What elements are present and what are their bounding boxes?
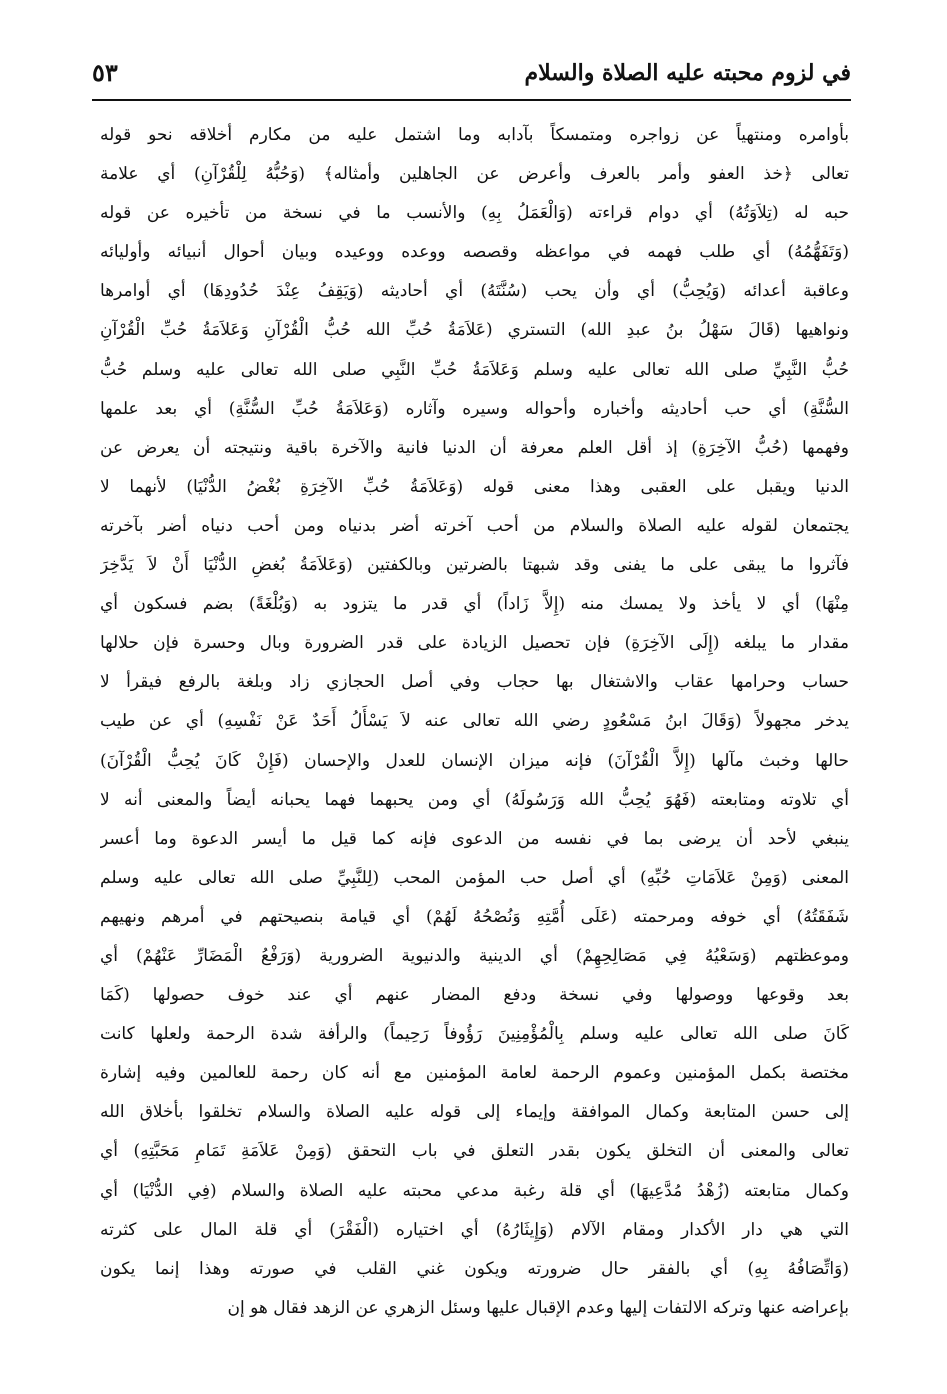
text-line: يدخر مجهولاً (وَقَالَ ابنُ مَسْعُودٍ رضي الله تعالى عنه لاَ يَسْأَلُ أَحَدٌ عَنْ نَفْسِهِ) أي عن طيب	[100, 711, 849, 732]
text-line: فآثروا ما يبقى على ما يفنى وقد شبهتا بالضرتين وبالكفتين (وَعَلاَمَةُ بُغضِ الدُّنْيَا أَنْ لاَ يَدَّخِرَ	[100, 555, 849, 576]
text-line: مختصة بكمل المؤمنين وعموم الرحمة لعامة المؤمنين مع أنه كان رحمة للعالمين وفيه إشارة	[100, 1063, 849, 1084]
text-line: ونواهيها (قَالَ سَهْلُ بنُ عبدِ الله) التستري (عَلاَمَةُ حُبِّ الله حُبُّ الْقُرْآنِ وَعَلاَمَةُ حُبِّ الْقُرْآنِ	[100, 320, 849, 341]
running-title: في لزوم محبته عليه الصلاة والسلام	[524, 60, 851, 86]
header-divider	[92, 99, 851, 101]
page-number: ٥٣	[92, 58, 118, 87]
text-line: المعنى (وَمِنْ عَلاَمَاتِ حُبِّهِ) أي أصل حب المؤمن المحب (لِلنَّبِيِّ صلى الله تعالى عليه وسلم	[100, 867, 849, 888]
text-line: بإعراضه عنها وتركه الالتفات إليها وعدم الإقبال عليها وسئل الزهري عن الزهد فقال هو إن	[227, 1297, 849, 1318]
text-line: كَانَ صلى الله تعالى عليه وسلم بِالْمُؤْمِنِينَ رَؤُوفاً رَحِيماً) والرأفة شدة الرحمة ولعلها كانت	[100, 1024, 849, 1045]
text-line: مِنْهَا) أي لا يأخذ ولا يمسك منه (إِلاَّ زَاداً) أي قدر ما يتزود به (وَبُلْغَةً) بضم فسكون أي	[100, 594, 849, 615]
text-line: وموعظتهم (وَسَعْيُهُ فِي مَصَالِحِهِمْ) أي الدينية والدنيوية الضرورية (وَرَفْعُ الْمَضَارِّ عَنْهُمْ) أي	[100, 945, 849, 966]
text-line: بأوامره ومنتهياً عن زواجره ومتمسكاً بآدابه وما اشتمل عليه من مكارم أخلاقه نحو قوله	[100, 125, 849, 145]
text-line: التي هي دار الأكدار ومقام الآلام (وَإِيثَارُهُ) أي اختياره (الْفَقْرَ) أي قلة المال على كثرته	[100, 1219, 849, 1240]
text-line: شَفَقَتُهُ) أي خوفه ومرحمته (عَلَى أُمَّتِهِ وَنُصْحُهُ لَهُمْ) أي قيامة بنصيحتهم في أمرهم ونهيهم	[100, 906, 849, 927]
text-line: تعالى ﴿خذ العفو وأمر بالعرف وأعرض عن الجاهلين وأمثاله﴾ (وَحُبُّهُ لِلْقُرْآنِ) أي علامة	[100, 164, 849, 185]
text-line: حساب وحرامها عقاب والاشتغال بها حجاب وفي أصل الحجازي زاد وبلغة بالرفع فيقرأ لا	[100, 672, 849, 693]
page-header	[92, 52, 851, 96]
text-line: (وَاتِّصَافُهُ بِهِ) أي بالفقر حال ضرورته ويكون غني القلب في صورته وهذا إنما يكون	[100, 1258, 849, 1279]
text-line: وكمال متابعته (زُهْدُ مُدَّعِيهَا) أي قلة رغبة مدعي محبته عليه الصلاة والسلام (فِي الدُّنْيَا) أي	[100, 1180, 849, 1201]
text-line: السُّنَّةِ) أي حب أحاديثه وأخباره وأحواله وسيره وآثاره (وَعَلاَمَةُ حُبِّ السُّنَّةِ) أي بعد علمها	[100, 398, 849, 419]
text-line: حبه له (تِلاَوَتُهُ) أي دوام قراءته (وَالْعَمَلُ بِهِ) والأنسب ما في نسخة من تأخيره عن قوله	[100, 203, 849, 224]
text-line: (وَتَفَهُّمُهُ) أي طلب فهمه في مواعظه وقصصه ووعده ووعيده وبيان أحوال أنبيائه وأوليائه	[100, 242, 849, 263]
text-line: تعالى والمعنى أن التخلق يكون بقدر التعلق في باب التحقق (وَمِنْ عَلاَمَةِ تَمَامِ مَحَبَّتِهِ) أي	[100, 1141, 849, 1162]
text-line: إلى حسن المتابعة وكمال الموافقة وإيماء إلى قوله عليه الصلاة والسلام تخلقوا بأخلاق الله	[100, 1102, 849, 1123]
text-line: الدنيا ويقبل على العقبى وهذا معنى قوله (وَعَلاَمَةُ حُبِّ الآخِرَةِ بُغْضُ الدُّنْيَا) لأنهما لا	[100, 476, 849, 497]
text-line: مقدار ما يبلغه (إِلَى الآخِرَةِ) فإن تحصيل الزيادة على قدر الضرورة وبال وحسرة فإن حلالها	[100, 633, 849, 654]
text-line: بعد وقوعها ووصولها وفي نسخة ودفع المضار عنهم أي عند خوف حصولها (كَمَا	[100, 985, 849, 1006]
body-text	[100, 116, 849, 1328]
text-line: ينبغي لأحد أن يرضى بما في نفسه من الدعوى فإنه كما قيل ما أيسر الدعوة وما أعسر	[100, 828, 849, 849]
text-line: حُبُّ النَّبِيِّ صلى الله تعالى عليه وسلم وَعَلاَمَةُ حُبِّ النَّبِي صلى الله تعالى عليه وسلم حُبُّ	[100, 359, 849, 380]
text-line: حالها وخبث مآلها (إِلاَّ الْقُرْآنَ) فإنه ميزان الإنسان للعدل والإحسان (فَإِنْ كَانَ يُحِبُّ الْقُرْآنَ)	[100, 750, 849, 771]
text-line: أي تلاوته ومتابعته (فَهُوَ يُحِبُّ الله وَرَسُولَهُ) أي ومن يحبهما فهما يحبانه أيضاً والمعنى أنه لا	[100, 789, 849, 810]
text-line: يجتمعان لقوله عليه الصلاة والسلام من أحب آخرته أضر بدنياه ومن أحب دنياه أضر بآخرته	[100, 515, 849, 536]
text-line: وفهمها (حُبُّ الآخِرَةِ) إذ أقل العلم معرفة أن الدنيا فانية والآخرة باقية ونتيجته أن يعرض عن	[100, 437, 849, 458]
text-line: وعاقبة أعدائه (وَيُحِبُّ) أي وأن يحب (سُنَّتَهُ) أي أحاديثه (وَيَقِفُ عِنْدَ حُدُودِهَا) أي أوامرها	[100, 281, 849, 302]
